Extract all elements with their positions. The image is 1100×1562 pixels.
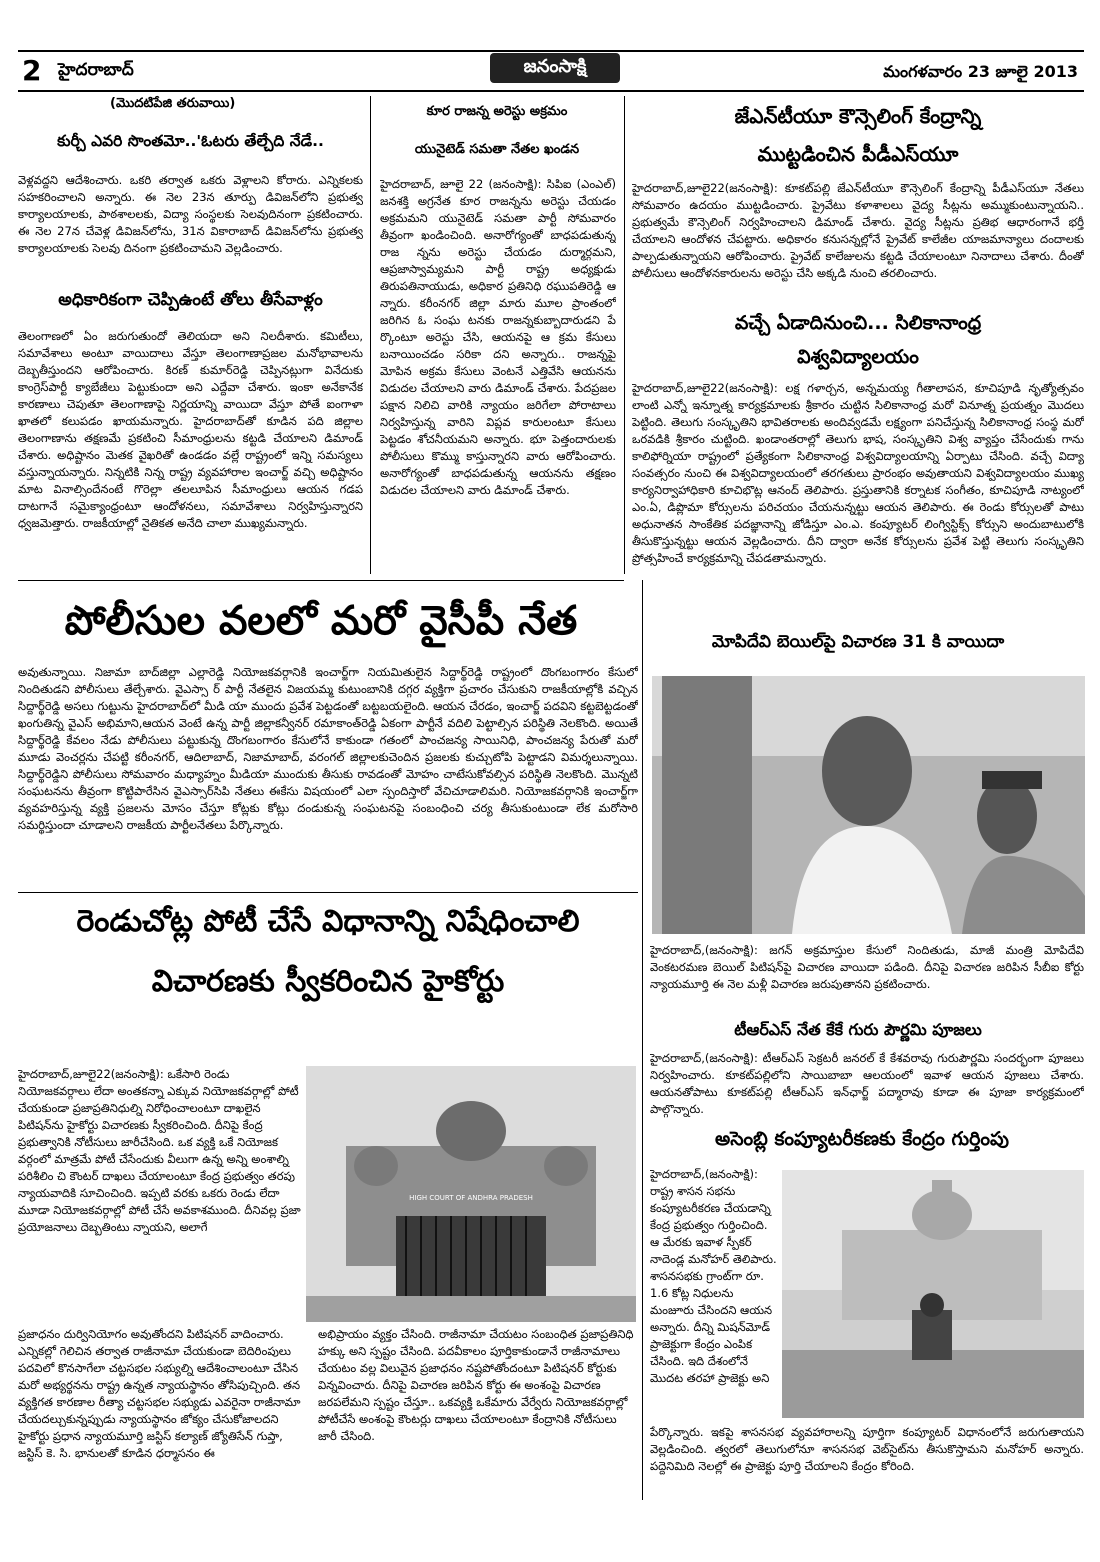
article-body: హైదరాబాద్,జూలై22(జనంసాక్షి): లక్ష గళార్చన, అన్నమయ్య గీతాలాపన, కూచిపూడి నృత్యోత్సవం లాంటి ఎన్నో ఇన్నూత్న కార్యక్రమాలకు శ్రీకారం చుట్టిన సిలికానాంధ్ర మరో వినూత్న ప్రయత్నం మొదలు పెట్టింది. తెలుగు సంస్కృతిని భావితరాలకు అందివ్వడమే లక్ష్యంగా పనిచేస్తున్న సిలికానాంధ్ర సంస్థ మరో ఒరవడికి శ్రీకారం చుట్టింది. ఖండాంతరాల్లో తెలుగు భాష, సంస్కృతిని విశ్వ వ్యాప్తం చేసేందుకు గాను కాలిఫోర్నియా రాష్ట్రంలో ప్రత్యేకంగా సిలికానాంధ్ర విశ్వవిద్యాలయాన్ని ఏర్పాటు చేసింది. వచ్చే విద్యా సంవత్సరం నుంచి ఈ విశ్వవిద్యాలయంలో తరగతులు ప్రారంభం అవుతాయని విశ్వవిద్యాలయం ముఖ్య కార్యనిర్వాహాధికారి కూచిభొట్ల ఆనంద్ తెలిపారు. ప్రస్తుతానికి కర్నాటక సంగీతం, కూచిపూడి నాట్యంలో ఎం.ఏ, డిప్లొమా కోర్సులను పరిచయం చేయనున్నట్టు ఆయన తెలిపారు. ఈ రెండు కోర్సులతో పాటు అధునాతన సాంకేతిక పదజ్ఞానాన్ని జోడిస్తూ ఎం.ఎ. కంప్యూటర్ లింగ్విస్టిక్స్ కోర్సుని అందుబాటులోకి తీసుకొస్తున్నట్టు ఆయన వెల్లడించారు. దీని ద్వారా అనేక కోర్సులను ప్రవేశ పెట్టి తెలుగు సంస్కృతిని ప్రోత్సహించే కార్యక్రమాన్ని చేపడతామన్నారు. [632, 381, 1084, 565]
news-photo-assembly [782, 1170, 1084, 1418]
photo-illustration [652, 676, 1085, 934]
article-body: హైదరాబాద్,జూలై22(జనంసాక్షి): కూకట్‌పల్లి జేఎన్‌టీయూ కౌన్సెలింగ్ కేంద్రాన్ని పీడీఎస్‌యూ నేతలు సోమవారం ఉదయం ముట్టడించారు. ప్రైవేటు కళాశాలలు వైద్య సీట్లను అమ్ముకుంటున్నాయని.. ప్రభుత్వమే కౌన్సెలింగ్ నిర్వహించాలని డిమాండ్ చేశారు. వైద్య సీట్లను ప్రతిభ ఆధారంగానే భర్తీ చేయాలని ఆందోళన చేపట్టారు. అధికారం కనుసన్నల్లోనే ప్రైవేట్ కాలేజీల యాజమాన్యాలు దందాలకు పాల్పడుతున్నాయని ఆరోపించారు. ప్రైవేట్ కాలేజులను కట్టడి చేయాలంటూ నినాదాలు చేశారు. దీంతో పోలీసులు ఆందోళనకారులను అరెస్టు చేసి అక్కడి నుంచి తరలించారు. [632, 181, 1084, 280]
article-headline: మోపిదేవి బెయిల్‌పై విచారణ 31 కి వాయిదా [711, 632, 1005, 652]
issue-date: మంగళవారం 23 జూలై 2013 [883, 62, 1078, 81]
article-body: అవుతున్నాయి. నిజామా బాద్‌జిల్లా ఎల్లారెడ్డి నియోజకవర్గానికి ఇంచార్జ్‌గా నియమితులైన సిద్దార్థ్‌రెడ్డి రాష్ట్రంలో దొంగబంగారం కేసులో నిందితుడని పోలీసులు తేల్చేశారు. వైఎస్సా ర్ పార్టీ నేతలైన విజయమ్మ కుటుంబానికి దగ్గర వ్యక్తిగా ప్రచారం చేసుకుని రాజకీయాల్లోకి వచ్చిన సిద్దార్థ్‌రెడ్డి అసలు గుట్టును హైదరాబాద్‌లో మీడి యా ముందు ప్రవేశ పెట్టడంతో బట్టబయలైంది. ఆయన చేరడం, ఇంచార్జ్ పదవిని కట్టబెట్టడంతో ఖంగుతిన్న వైఎస్ అభిమాని,ఆయన వెంటే ఉన్న పార్టీ జిల్లాకన్వీనర్ రమాకాంత్‌రెడ్డి ఏకంగా పార్టీనే వదిలి పెట్టాల్సిన పరిస్థితి నెలకొంది. అయితే సిద్దార్థ్‌రెడ్డి కేవలం నేడు పోలీసులు పట్టుకున్న దొంగబంగారం కేసులోనే కాకుండా గతంలో పాంచజన్య సాయినిధి, పాంచజన్య పేరుతో మరో మూడు వెంచర్లను చేపట్టి కరీంనగర్, ఆదిలాబాద్, నిజామాబాద్, వరంగల్ జిల్లాలకుచెందిన ప్రజలకు కుచ్చుటోపి పెట్టాడని విమర్శలున్నాయి. సిద్దార్థ్‌రెడ్డిని పోలీసులు సోమవారం మధ్యాహ్నం మీడియా ముందుకు తీసుకు రావడంతో మోహం చాటేసుకోవల్సిన పరిస్థితి నెలకొంది. మొన్నటి సంఘటనను తీవ్రంగా కొట్టిపారేసిన వైఎస్సార్‌సిపి నేతలు ఈకేసు విషయంలో ఎలా స్పందిస్తారో వేచిచూడాలిమరి. నియోజకవర్గానికి ఇంచార్జ్‌గా వ్యవహరిస్తున్న వ్యక్తి ప్రజలను మోసం చేస్తూ కోట్లకు కోట్లు దండుకున్న సంఘటనపై సంబంధించి చర్య తీసుకుంటుండా లేక మరోసారి సమర్థిస్తుందా చూడాలని రాజకీయ పార్టీలనేతలు పేర్కొన్నారు. [18, 665, 638, 832]
lead-subheadline: విచారణకు స్వీకరించిన హైకోర్టు [151, 964, 505, 999]
article-body: తెలంగాణలో ఏం జరుగుతుందో తెలియదా అని నిలదీశారు. కమిటీలు, సమావేశాలు అంటూ వాయిదాలు వేస్తూ తెలంగాణాప్రజల మనోభావాలను దెబ్బతీస్తుందని ఆరోపించారు. కిరణ్ కుమార్‌రెడ్డి చెప్పినట్లుగా వినేదుకు కాంగ్రెస్‌పార్టీ క్యాబేజీలు పెట్టుకుందా అని ఎద్దేవా చేశారు. ఇంకా అనేకానేక కారణాలు చెపుతూ తెలంగాణాపై నిర్ణయాన్ని వాయిదా వేస్తూ పోతే ఐంగాళా ఖాతలో కలుపడం ఖాయమన్నారు. హైదరాబాద్‌తో కూడిన పది జిల్లాల తెలంగాణాను తక్షణమే ప్రకటించి సీమాంధ్రులను కట్టడి చేయాలని డిమాండ్ చేశారు. అధిష్టానం మెతక వైఖరితో ఉండడం వల్లే రాష్ట్రంలో ఇన్ని సమస్యలు వస్తున్నాయన్నారు. నిన్నటికి నిన్న రాష్ట్ర వ్యవహారాల ఇంచార్జ్ వచ్చి అధిష్టానం మాట వినాల్సిందేనంటే గొరెల్లా తలలూపిన సీమాంధ్రులు ఆయన గడప దాటగానే సమైక్యాంధ్రంటూ ఆందోళనలు, సమావేశాలు నిర్వహిస్తున్నారని ధ్వజమెత్తారు. రాజకీయాల్లో నైతికత అనేది చాలా ముఖ్యమన్నారు. [18, 329, 363, 530]
column-divider [642, 580, 643, 1500]
news-photo-leader [652, 676, 1085, 934]
article-body: వెళ్లవద్దని ఆదేశించారు. ఒకరి తర్వాత ఒకరు వెళ్లాలని కోరారు. ఎన్నికలకు సహకరించాలని అన్నారు. ఈ నెల 23న తూర్పు డివిజన్‌లోని ప్రభుత్వ కార్యాలయాలకు, పాఠశాలలకు, విద్యా సంస్థలకు సెలవుదినంగా ప్రకటించారు. ఈ నెల 27న చేవెళ్ల డివిజన్‌లోను, 31న వికారాబాద్ డివిజన్‌లోను ప్రభుత్వ కార్యాలయాలకు సెలవు దినంగా ప్రకటించామని వెల్లడించారు. [18, 173, 363, 255]
column-divider [624, 96, 625, 574]
logo-text: జనంసాక్షి [523, 55, 587, 77]
photo-illustration [782, 1170, 1084, 1418]
article-body: హైదరాబాద్,(జనంసాక్షి): జగన్ అక్రమాస్తుల కేసులో నిందితుడు, మాజీ మంత్రి మోపిదేవి వెంకటరమణ బెయిల్ పిటిషన్‌పై విచారణ వాయిదా పడింది. దీనిపై విచారణ జరిపిన సీబీఐ కోర్టు న్యాయమూర్తి ఈ నెల మళ్లీ విచారణ జరుపుతానని ప్రకటించారు. [650, 943, 1084, 991]
article-body: హైదరాబాద్,(జనంసాక్షి): రాష్ట్ర శాసన సభను కంప్యూటరీకరణ చేయడాన్ని కేంద్ర ప్రభుత్వం గుర్తించింది. ఆ మేరకు ఇవాళ స్పీకర్ నాదెండ్ల మనోహర్ తెలిపారు. శాసనసభకు గ్రాంట్‌గా రూ. 1.6 కోట్ల నిధులను మంజూరు చేసిందని ఆయన అన్నారు. దీన్ని మిషన్‌మోడ్ ప్రాజెక్టుగా కేంద్రం ఎంపిక చేసింది. ఇది దేశంలోనే మొదట తరహా ప్రాజెక్టు అని [650, 1167, 777, 1385]
news-photo-high-court [306, 1066, 636, 1322]
page-number: 2 [22, 54, 42, 87]
article-headline: అధికారికంగా చెప్పిఉంటే తోలు తీసేవాళ్లం [58, 290, 323, 310]
article-headline: జేఎన్‌టీయూ కౌన్సెలింగ్ కేంద్రాన్ని [734, 104, 982, 128]
article-body: ప్రజాధనం దుర్వినియోగం అవుతోందని పిటిషనర్ వాదించారు. ఎన్నికల్లో గెలిచిన తర్వాత రాజీనామా చేయకుండా బెదిరింపులు పదవిలో కొనసాగేలా చట్టసభల సభ్యుల్ని ఆదేశించాలంటూ చేసిన మరో అభ్యర్థనను రాష్ట్ర ఉన్నత న్యాయస్థానం తోసిపుచ్చింది. తన వ్యక్తిగత కారణాల రీత్యా చట్టసభల సభ్యుడు ఎవరైనా రాజీనామా చేయదల్చుకున్నప్పుడు న్యాయస్థానం జోక్యం చేసుకోజాలదని హైకోర్టు ప్రధాన న్యాయమూర్తి జస్టిస్ కల్యాణ్ జ్యోతిసేన్ గుప్తా, జస్టిస్ కె. సి. భానులతో కూడిన ధర్మాసనం ఈ [18, 1327, 301, 1460]
article-headline: విశ్వవిద్యాలయం [797, 346, 919, 368]
article-headline: వచ్చే ఏడాదినుంచి... సిలికానాంధ్ర [734, 312, 982, 334]
article-body: హైదరాబాద్,(జనంసాక్షి): టీఆర్ఎస్ సెక్రటరీ జనరల్ కే కేశవరావు గురుపౌర్ణమి సందర్భంగా పూజలు నిర్వహించారు. కూకట్‌పల్లిలోని సాయిబాబా ఆలయంలో ఇవాళ ఆయన పూజలు చేశారు. ఆయనతోపాటు కూకట్‌పల్లి టీఆర్ఎస్ ఇన్‌ఛార్జ్ పద్మారావు కూడా ఈ పూజా కార్యక్రమంలో పాల్గొన్నారు. [650, 1051, 1084, 1116]
article-headline: కుర్చీ ఎవరి సొంతమో..'ఓటరు తేల్చేది నేడే.. [57, 132, 324, 150]
article-body: అభిప్రాయం వ్యక్తం చేసింది. రాజీనామా చేయటం సంబంధిత ప్రజాప్రతినిధి హక్కు అని స్పష్టం చేసింది. పదవీకాలం పూర్తికాకుండానే రాజీనామాలు చేయటం వల్ల విలువైన ప్రజాధనం నష్టపోతోందంటూ పిటిషనర్ కోర్టుకు విన్నవించారు. దీనిపై విచారణ జరిపిన కోర్టు ఈ అంశంపై విచారణ జరపలేమని స్పష్టం చేస్తూ.. ఒకవ్యక్తి ఒకేమారు వేర్వేరు నియోజకవర్గాల్లో పోటీచేసే అంశంపై కౌంటర్లు దాఖలు చేయాలంటూ కేంద్రానికి నోటీసులు జారీ చేసింది. [318, 1327, 634, 1443]
section-divider [18, 580, 624, 581]
column-divider [370, 96, 371, 574]
court-sign: HIGH COURT OF ANDHRA PRADESH [409, 1194, 533, 1202]
article-headline: అసెంబ్లి కంప్యూటరీకణకు కేంద్రం గుర్తింపు [715, 1128, 1009, 1150]
article-body: హైదరాబాద్, జూలై 22 (జనంసాక్షి): సిపిఐ (ఎంఎల్) జనశక్తి అగ్రనేత కూర రాజన్నను అరెస్టు చేయడం అక్రమమని యునైటెడ్ సమతా పార్టీ సోమవారం తీవ్రంగా ఖండించింది. అనారోగ్యంతో బాధపడుతున్న రాజ న్నను అరెస్టు చేయడం దుర్మార్గమని, ఆప్రజాస్వామ్యమని పార్టీ రాష్ట్ర అధ్యక్షుడు తిరుపతినాయుడు, అధికార ప్రతినిధి రఘుపతిరెడ్డి ఆ న్నారు. కరీంనగర్ జిల్లా మారు మూల ప్రాంతంలో జరిగిన ఓ సంఘ టనకు రాజన్నకుబ్బాదారుడని పే ర్కొంటూ అరెస్టు చేసి, ఆయనపై ఆ క్రమ కేసులు బనాయించడం సరికా దని అన్నారు.. రాజన్నపై మోపిన అక్రమ కేసులు వెంటనే ఎత్తివేసి ఆయనను విడుదల చేయాలని వారు డిమాండ్ చేశారు. పేదప్రజల పక్షాన నిలిచి వారికి న్యాయం జరిగేలా పోరాటాలు నిర్వహిస్తున్న వారిని విప్లవ కారులంటూ కేసులు పెట్టడం శోచనీయమని అన్నారు. భూ పెత్తందారులకు పోలీసులు కొమ్ము కాస్తున్నారని వారు ఆరోపించారు. అనారోగ్యంతో బాధపడుతున్న ఆయనను తక్షణం విడుదల చేయాలని వారు డిమాండ్ చేశారు. [380, 177, 616, 497]
article-body: పేర్కొన్నారు. ఇకపై శాసనసభ వ్యవహారాలన్ని పూర్తిగా కంప్యూటర్ విధానంలోనే జరుగుతాయని వెల్లడించింది. త్వరలో తెలుగులోనూ శాసనసభ వెబ్‌సైట్‌ను తీసుకొస్తామని మనోహర్ అన్నారు. పద్దెనిమిది నెలల్లో ఈ ప్రాజెక్టు పూర్తి చేయాలని కేంద్రం కోరింది. [650, 1425, 1084, 1473]
article-body: హైదరాబాద్,జూలై22(జనంసాక్షి): ఒకేసారి రెండు నియోజకవర్గాలు లేదా అంతకన్నా ఎక్కువ నియోజకవర్గాల్లో పోటీ చేయకుండా ప్రజాప్రతినిధుల్ని నిరోధించాలంటూ దాఖలైన పిటిషన్‌ను హైకోర్టు విచారణకు స్వీకరించింది. దీనిపై కేంద్ర ప్రభుత్వానికి నోటీసులు జారీచేసింది. ఒక వ్యక్తి ఒకే నియోజక వర్గంలో మాత్రమే పోటీ చేసేందుకు వీలుగా ఉన్న అన్ని అంశాల్ని పరిశీలిం చి కౌంటర్ దాఖలు చేయాలంటూ కేంద్ర ప్రభుత్వం తరపు న్యాయవాదికి సూచించింది. ఇప్పటి వరకు ఒకరు రెండు లేదా మూడా నియోజకవర్గాల్లో పోటీ చేసే అవకాశముంది. దీనివల్ల ప్రజా ప్రయోజనాలు దెబ్బతింటు న్నాయని, అలాగే [18, 1067, 301, 1234]
lead-headline: రెండుచోట్ల పోటీ చేసే విధానాన్ని నిషేధించాలి [76, 904, 580, 939]
section-city: హైదరాబాద్ [58, 60, 134, 80]
article-subheadline: యునైటెడ్ సమతా నేతల ఖండన [414, 142, 580, 157]
article-headline: టీఆర్ఎస్ నేత కేకే గురు పౌర్ణమి పూజలు [734, 1020, 982, 1039]
lead-headline: పోలీసుల వలలో మరో వైసీపీ నేత [64, 598, 578, 644]
article-headline: ముట్టడించిన పీడీఎస్‌యూ [757, 142, 959, 166]
article-headline: కూర రాజన్న అరెస్టు అక్రమం [426, 104, 568, 119]
newspaper-logo [490, 53, 620, 83]
continued-label: (మొదటిపేజి తరువాయి) [110, 96, 236, 111]
section-divider [18, 892, 638, 893]
